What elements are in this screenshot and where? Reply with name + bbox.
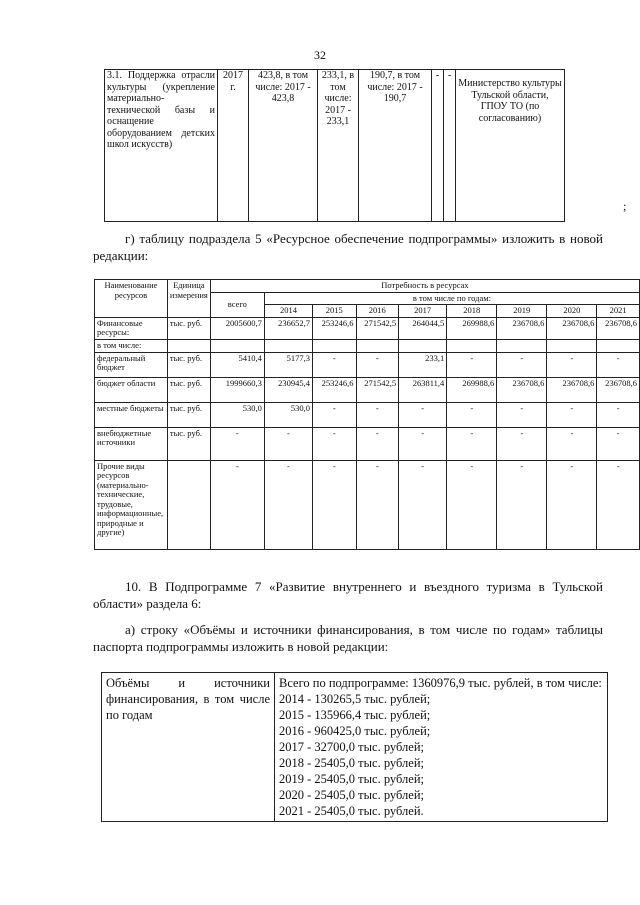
activity-total: 423,8, в том числе: 2017 - 423,8 bbox=[249, 70, 318, 222]
header-total: всего bbox=[210, 292, 264, 317]
row-value: 236708,6 bbox=[497, 377, 547, 402]
row-value: 1999660,3 bbox=[210, 377, 264, 402]
row-value: 5410,4 bbox=[210, 352, 264, 377]
row-value: - bbox=[497, 352, 547, 377]
row-unit: тыс. руб. bbox=[167, 317, 210, 339]
row-value: 236708,6 bbox=[497, 317, 547, 339]
row-name: Финансовые ресурсы: bbox=[95, 317, 168, 339]
semicolon: ; bbox=[623, 199, 627, 213]
financing-year: 2020 - 25405,0 тыс. рублей; bbox=[279, 788, 424, 802]
financing-year: 2015 - 135966,4 тыс. рублей; bbox=[279, 708, 431, 722]
row-value: - bbox=[356, 352, 399, 377]
row-value: 233,1 bbox=[399, 352, 447, 377]
row-value bbox=[399, 339, 447, 352]
row-value: 5177,3 bbox=[264, 352, 312, 377]
activity-col2: 233,1, в том числе: 2017 - 233,1 bbox=[318, 70, 359, 222]
table-row bbox=[95, 427, 640, 460]
row-value: - bbox=[597, 352, 640, 377]
financing-year: 2021 - 25405,0 тыс. рублей. bbox=[279, 804, 424, 818]
paragraph-g: г) таблицу подраздела 5 «Ресурсное обеспечение подпрограммы» изложить в новой редакции: bbox=[93, 231, 603, 263]
row-value: - bbox=[264, 427, 312, 460]
financing-year: 2018 - 25405,0 тыс. рублей; bbox=[279, 756, 424, 770]
row-value: 2005600,7 bbox=[210, 317, 264, 339]
row-value: 264044,5 bbox=[399, 317, 447, 339]
row-value: - bbox=[210, 427, 264, 460]
table-row bbox=[95, 317, 640, 339]
row-value: - bbox=[399, 460, 447, 549]
row-value: - bbox=[313, 402, 357, 427]
table-row bbox=[102, 673, 608, 822]
row-value bbox=[547, 339, 597, 352]
row-value: - bbox=[356, 402, 399, 427]
paragraph-10: 10. В Подпрограмме 7 «Развитие внутреннего и въездного туризма в Тульской области» раздела 6: bbox=[93, 579, 603, 611]
header-year: 2021 bbox=[597, 305, 640, 318]
row-value: - bbox=[210, 460, 264, 549]
row-value: - bbox=[447, 460, 497, 549]
resource-table bbox=[94, 279, 640, 550]
passport-table bbox=[101, 672, 608, 822]
header-year: 2018 bbox=[447, 305, 497, 318]
row-value bbox=[210, 339, 264, 352]
row-unit: тыс. руб. bbox=[167, 427, 210, 460]
row-value: - bbox=[447, 352, 497, 377]
row-value: - bbox=[356, 460, 399, 549]
row-value: 236652,7 bbox=[264, 317, 312, 339]
row-value: - bbox=[547, 427, 597, 460]
row-value: 236708,6 bbox=[547, 377, 597, 402]
financing-year: 2016 - 960425,0 тыс. рублей; bbox=[279, 724, 431, 738]
row-value bbox=[264, 339, 312, 352]
financing-label: Объёмы и источники финансирования, в том числе по годам bbox=[102, 673, 275, 822]
table-row bbox=[95, 352, 640, 377]
row-value: 271542,5 bbox=[356, 317, 399, 339]
row-value: - bbox=[597, 460, 640, 549]
row-value: - bbox=[447, 402, 497, 427]
row-unit: тыс. руб. bbox=[167, 352, 210, 377]
row-value: - bbox=[313, 427, 357, 460]
row-value: 530,0 bbox=[210, 402, 264, 427]
row-value bbox=[497, 339, 547, 352]
row-value: 263811,4 bbox=[399, 377, 447, 402]
row-value: 230945,4 bbox=[264, 377, 312, 402]
row-value: - bbox=[313, 460, 357, 549]
row-unit bbox=[167, 339, 210, 352]
program-activity-table bbox=[104, 69, 565, 222]
financing-year: 2019 - 25405,0 тыс. рублей; bbox=[279, 772, 424, 786]
row-value: 271542,5 bbox=[356, 377, 399, 402]
row-unit: тыс. руб. bbox=[167, 377, 210, 402]
row-value: - bbox=[597, 402, 640, 427]
row-value: 253246,6 bbox=[313, 377, 357, 402]
header-year: 2017 bbox=[399, 305, 447, 318]
activity-name: 3.1. Поддержка отрасли культуры (укрепление материально-технической базы и оснащение оборудованием детских школ искусств) bbox=[105, 70, 218, 222]
table-row bbox=[95, 280, 640, 293]
header-name: Наименование ресурсов bbox=[95, 280, 168, 318]
row-value: - bbox=[399, 427, 447, 460]
row-value: - bbox=[264, 460, 312, 549]
row-value: 236708,6 bbox=[597, 317, 640, 339]
table-row bbox=[95, 339, 640, 352]
activity-year: 2017 г. bbox=[218, 70, 249, 222]
header-year: 2015 bbox=[313, 305, 357, 318]
row-value: - bbox=[497, 402, 547, 427]
row-name: Прочие виды ресурсов (материально-технические, трудовые, информационные, природные и другие) bbox=[95, 460, 168, 549]
activity-col3: 190,7, в том числе: 2017 - 190,7 bbox=[359, 70, 432, 222]
row-value bbox=[597, 339, 640, 352]
row-value: 236708,6 bbox=[597, 377, 640, 402]
row-value: - bbox=[547, 352, 597, 377]
row-value: - bbox=[597, 427, 640, 460]
financing-year: 2014 - 130265,5 тыс. рублей; bbox=[279, 692, 431, 706]
row-value: - bbox=[497, 460, 547, 549]
row-value: 236708,6 bbox=[547, 317, 597, 339]
row-value: 269988,6 bbox=[447, 377, 497, 402]
row-value: - bbox=[497, 427, 547, 460]
financing-value bbox=[275, 673, 608, 822]
activity-executor: Министерство культуры Тульской области, ГПОУ ТО (по согласованию) bbox=[456, 70, 565, 222]
activity-dash: - bbox=[444, 70, 456, 222]
row-name: бюджет области bbox=[95, 377, 168, 402]
financing-total: Всего по подпрограмме: 1360976,9 тыс. рублей, в том числе: bbox=[279, 676, 602, 690]
table-row bbox=[105, 70, 565, 222]
row-unit bbox=[167, 460, 210, 549]
table-row bbox=[95, 460, 640, 549]
row-value: - bbox=[356, 427, 399, 460]
row-value: - bbox=[547, 460, 597, 549]
row-value bbox=[447, 339, 497, 352]
header-by-year: в том числе по годам: bbox=[264, 292, 639, 305]
row-name: внебюджетные источники bbox=[95, 427, 168, 460]
header-year: 2016 bbox=[356, 305, 399, 318]
page-number: 32 bbox=[314, 48, 326, 62]
header-year: 2014 bbox=[264, 305, 312, 318]
table-row bbox=[95, 377, 640, 402]
header-unit: Единица измерения bbox=[167, 280, 210, 318]
row-value bbox=[313, 339, 357, 352]
row-value bbox=[356, 339, 399, 352]
financing-year: 2017 - 32700,0 тыс. рублей; bbox=[279, 740, 424, 754]
row-name: местные бюджеты bbox=[95, 402, 168, 427]
row-value: 269988,6 bbox=[447, 317, 497, 339]
row-name: федеральный бюджет bbox=[95, 352, 168, 377]
paragraph-a: а) строку «Объёмы и источники финансирования, в том числе по годам» таблицы паспорта подпрограммы изложить в новой редакции: bbox=[93, 622, 603, 654]
activity-dash: - bbox=[432, 70, 444, 222]
row-value: 530,0 bbox=[264, 402, 312, 427]
row-value: - bbox=[447, 427, 497, 460]
row-unit: тыс. руб. bbox=[167, 402, 210, 427]
row-value: - bbox=[313, 352, 357, 377]
header-year: 2020 bbox=[547, 305, 597, 318]
table-row bbox=[95, 402, 640, 427]
header-need: Потребность в ресурсах bbox=[210, 280, 639, 293]
row-value: 253246,6 bbox=[313, 317, 357, 339]
row-value: - bbox=[547, 402, 597, 427]
row-name: в том числе: bbox=[95, 339, 168, 352]
row-value: - bbox=[399, 402, 447, 427]
header-year: 2019 bbox=[497, 305, 547, 318]
